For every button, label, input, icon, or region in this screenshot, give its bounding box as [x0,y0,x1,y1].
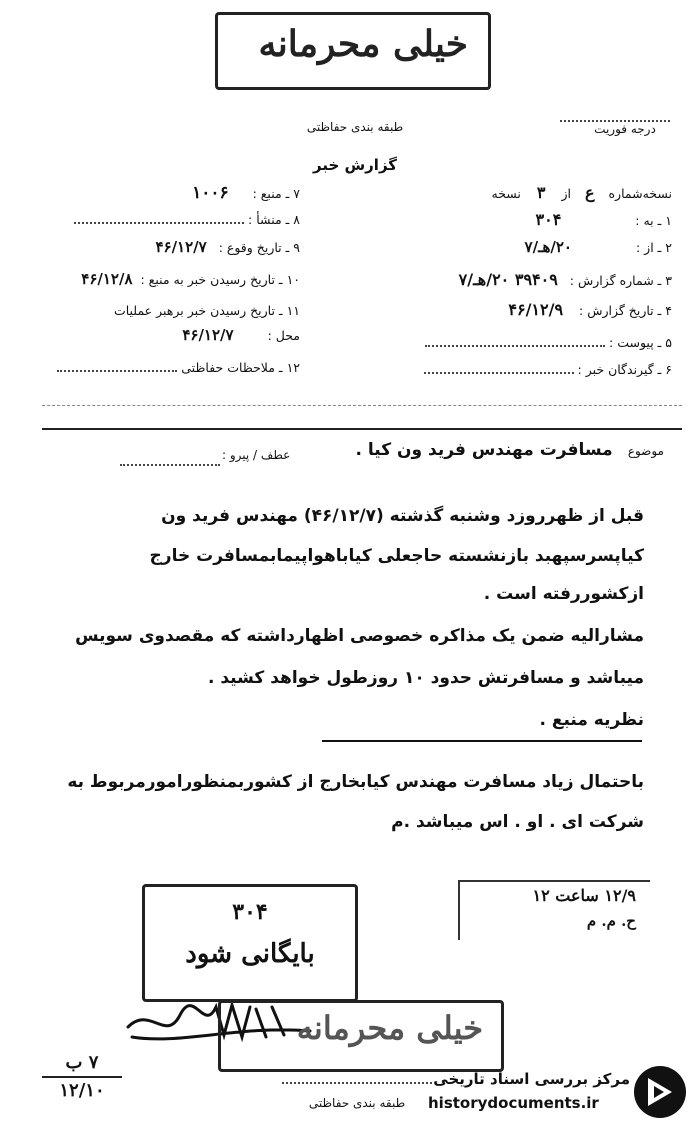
body-line: مشارالیه ضمن یک مذاکره خصوصی اظهارداشته که مقصدوی سویس [75,626,644,646]
field-source [20,183,300,203]
field-source-label: ۷ ـ منبع : [252,186,300,201]
field-origin-dots [74,222,244,224]
subject-row [24,440,664,460]
field-occurrence-date-label: ۹ ـ تاریخ وقوع : [218,240,300,255]
body-line: باحتمال زیاد مسافرت مهندس کیابخارج از کشوربمنظورامورمربوط به [67,772,644,792]
left-note-line2: ۱۲/۱۰ [59,1080,105,1101]
top-stamp-text: خیلی محرمانه [258,23,468,65]
field-place [20,326,300,344]
field-report-date-value: ۴۶/۱۲/۹ [508,300,564,319]
separator-line-1 [42,405,682,406]
field-attachment [382,335,672,350]
field-origin [20,212,300,227]
footer-line [282,1082,432,1084]
bottom-stamp-text: خیلی محرمانه [296,1009,483,1047]
field-report-number-value: ۳۹۴۰۹ ۲۰/هـ/۷ [458,270,558,289]
timestamp-note-line1: ۱۲/۹ ساعت ۱۲ [532,886,636,905]
timestamp-note-box [458,880,650,940]
body-line: کیاپسرسپهبد بازنشسته حاجعلی کیاباهواپیمابمسافرت خارج [149,546,644,566]
source-opinion-heading: نظریه منبع . [539,710,644,730]
field-place-label: محل : [267,328,300,343]
urgency-underline [560,120,670,122]
subject-value: مسافرت مهندس فرید ون کیا . [355,440,613,460]
field-leader-receipt-label: ۱۱ ـ تاریخ رسیدن خبر برهبر عملیات [113,303,300,318]
field-occurrence-date-value: ۴۶/۱۲/۷ [155,238,207,256]
archive-stamp-number: ۳۰۴ [232,899,268,925]
field-receipt-date [20,270,300,288]
field-from-label: ۲ ـ از : [635,240,672,255]
subject-label: موضوع [627,444,664,458]
left-note-divider [42,1076,122,1078]
field-recipients-label: ۶ ـ گیرندگان خبر : [577,362,672,377]
footer-security-class-label: طبقه بندی حفاظتی [308,1096,406,1110]
watermark-logo-icon [632,1064,688,1120]
field-from-value: ۲۰/هـ/۷ [524,238,572,256]
field-security-notes [20,360,300,375]
field-report-number-label: ۳ ـ شماره گزارش : [569,273,672,288]
field-report-number [362,270,672,289]
watermark-title: مرکز بررسی اسناد تاریخی [433,1070,630,1088]
body-line: میباشد و مسافرتش حدود ۱۰ روزطول خواهد کشید . [207,668,644,688]
security-class-label: طبقه بندی حفاظتی [306,120,404,134]
bottom-classification-stamp [218,1000,504,1072]
body-line: شرکت ای . او . اس میباشد .م [391,812,644,832]
urgency-label: درجه فوریت [594,122,656,136]
field-leader-receipt [20,303,300,318]
field-to [382,210,672,229]
field-security-notes-label: ۱۲ ـ ملاحظات حفاظتی [181,360,300,375]
field-origin-label: ۸ ـ منشأ : [248,212,300,227]
field-receipt-date-value: ۴۶/۱۲/۸ [81,270,133,288]
field-attachment-label: ۵ ـ پیوست : [609,335,672,350]
opinion-underline [322,740,642,742]
field-recipients-dots [424,372,574,374]
field-recipients [382,362,672,377]
form-title: گزارش خبر [312,156,398,174]
field-to-value: ۳۰۴ [535,210,562,229]
field-copy-number-value: ع [584,183,595,202]
field-from [382,238,672,256]
reference-label: عطف / پیرو : [222,448,291,462]
field-occurrence-date [20,238,300,256]
body-line: قبل از ظهرروزد وشنبه گذشته (۴۶/۱۲/۷) مهندس فرید ون [161,506,644,526]
field-report-date-label: ۴ ـ تاریخ گزارش : [579,303,672,318]
reference-dots [120,464,220,466]
field-copy-number [382,183,672,202]
watermark-url: historydocuments.ir [428,1094,599,1112]
field-copy-of-label: از [561,186,571,201]
field-security-notes-dots [57,370,177,372]
left-note-line1: ۷ ب [65,1052,99,1073]
field-attachment-dots [425,345,605,347]
field-to-label: ۱ ـ به : [635,213,672,228]
archive-stamp-text: بایگانی شود [185,939,315,969]
body-line: ازکشوررفته است . [483,584,644,604]
field-source-value: ۱۰۰۶ [192,183,229,203]
timestamp-note-line2: ح. م. م [586,912,636,930]
field-report-date [382,300,672,319]
field-copy-end-label: نسخه [491,186,521,201]
top-classification-stamp [215,12,491,90]
field-copy-number-label: نسخه‌شماره [608,186,672,201]
field-place-value: ۴۶/۱۲/۷ [182,326,234,344]
separator-line-2 [42,428,682,430]
field-receipt-date-label: ۱۰ ـ تاریخ رسیدن خبر به منبع : [140,272,300,287]
field-copy-of-value: ۳ [536,183,546,202]
